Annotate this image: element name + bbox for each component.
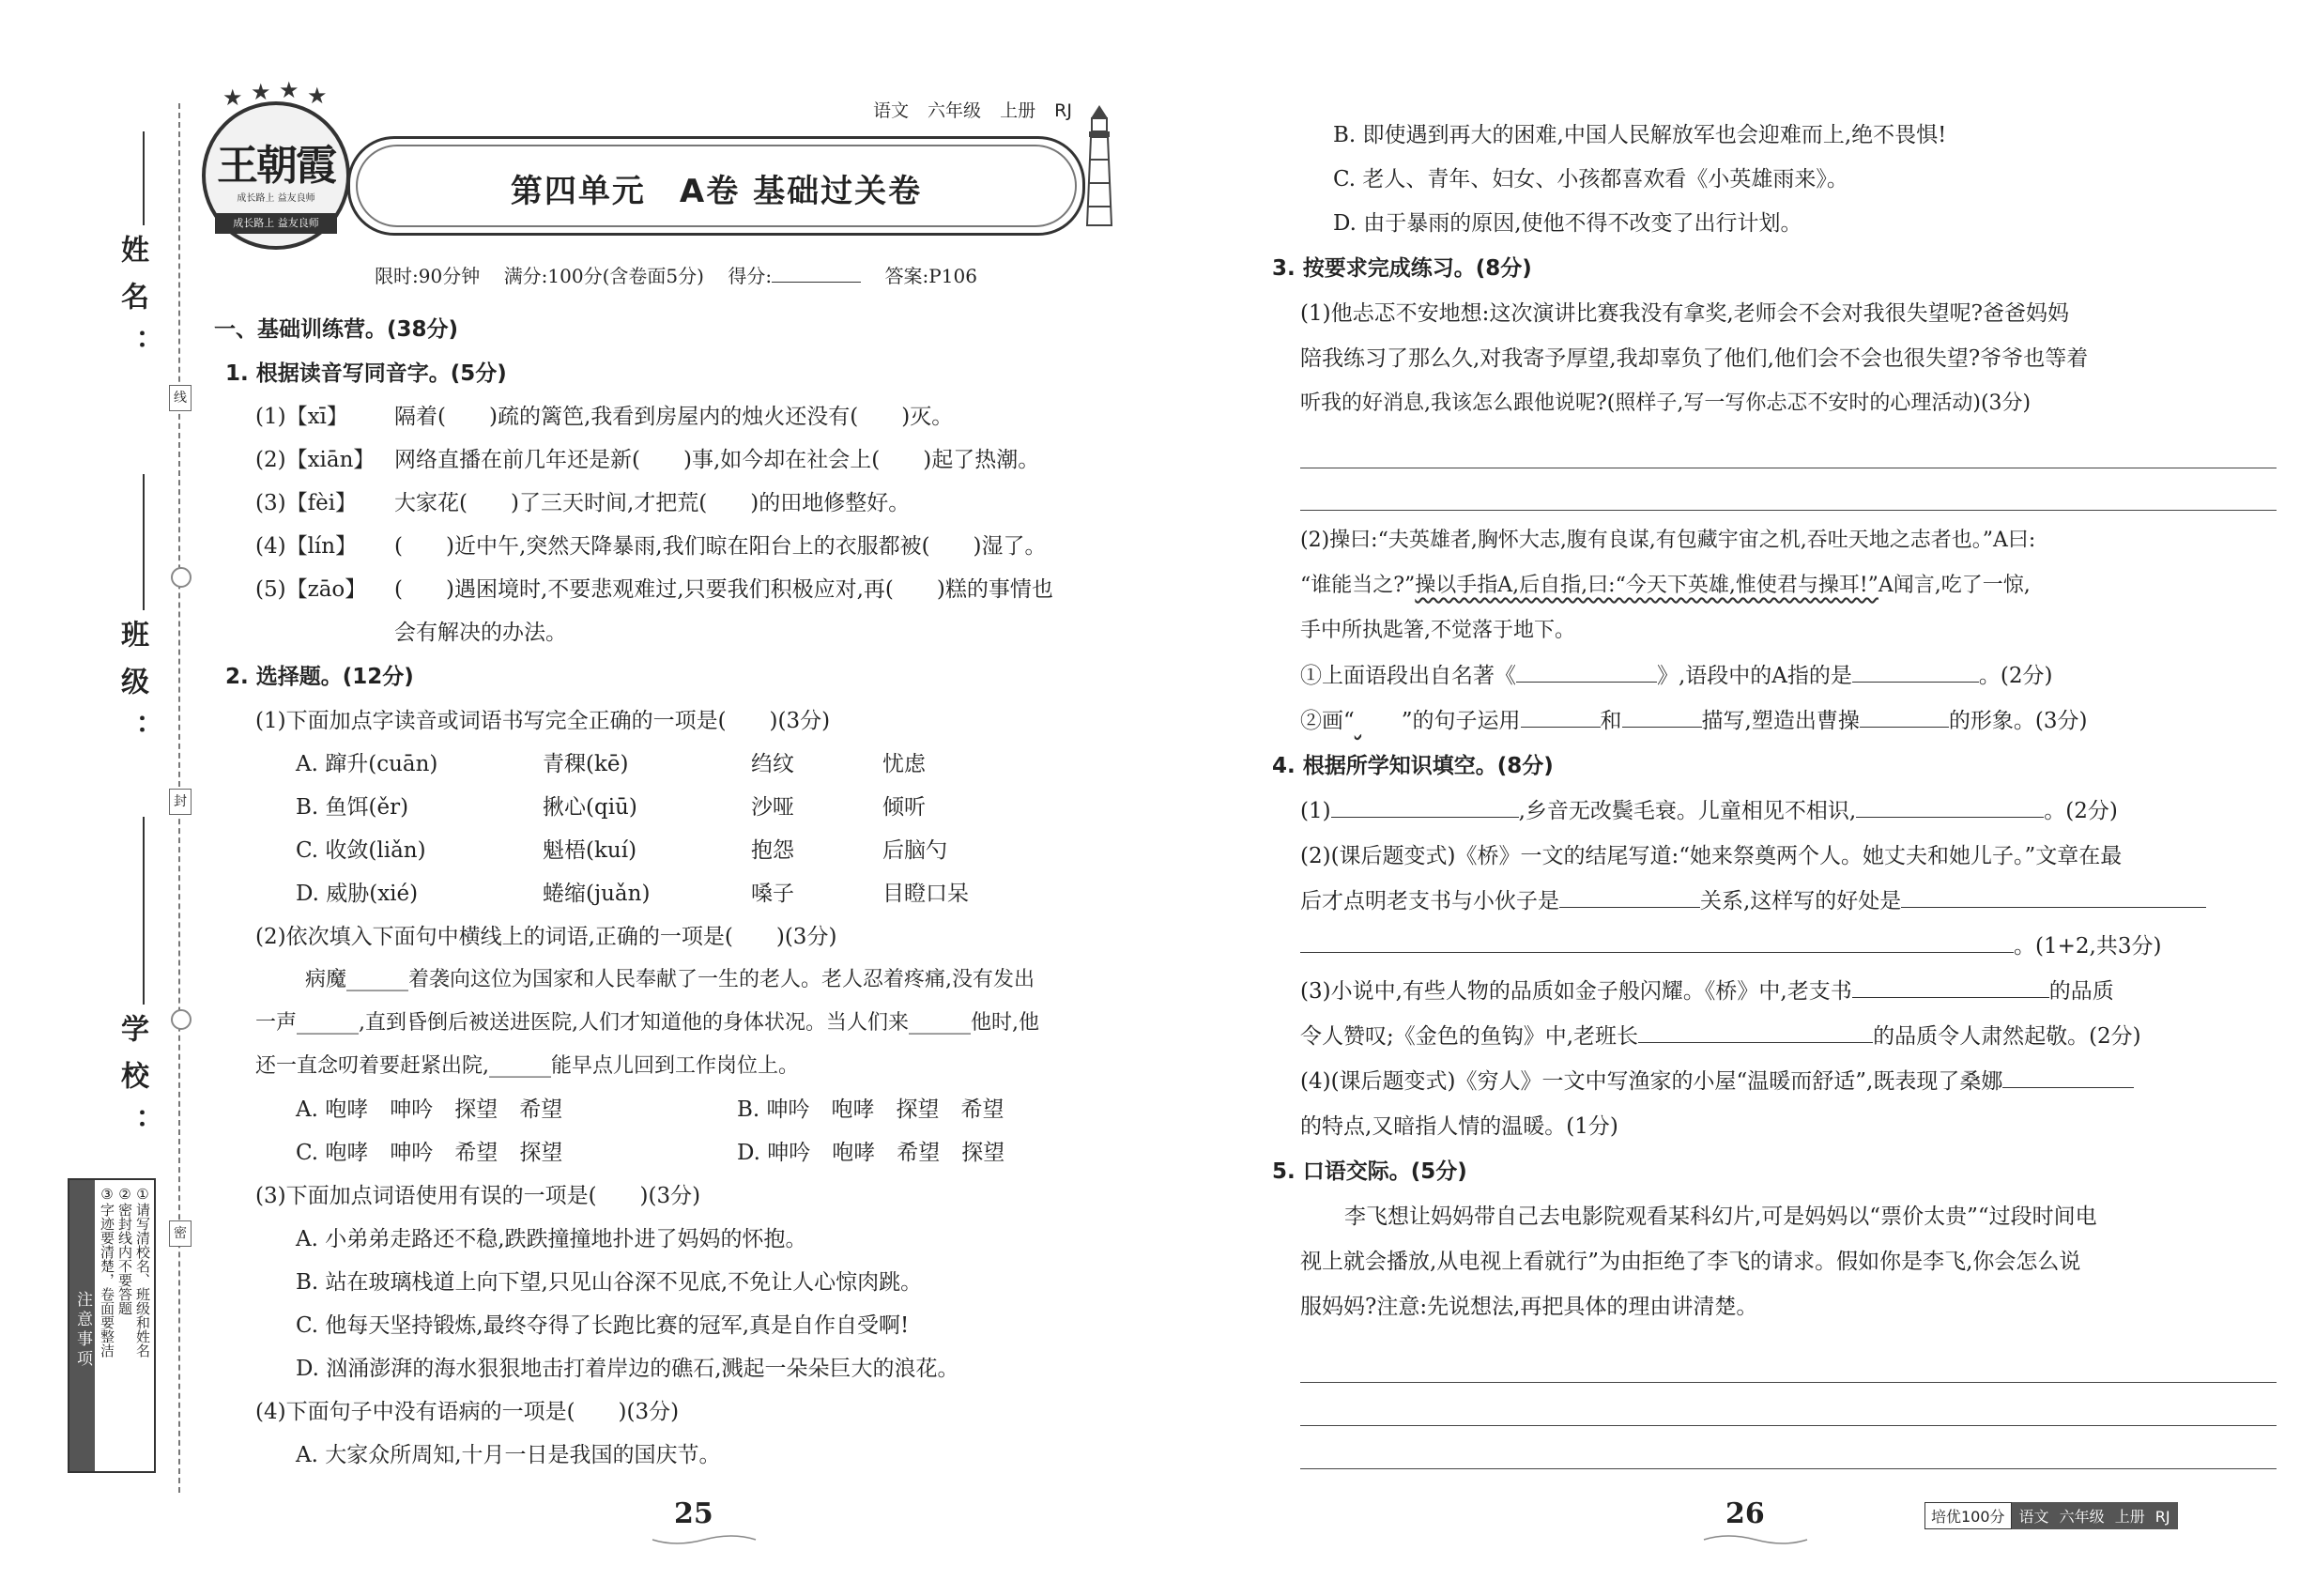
page-title: 第四单元 A卷 基础过关卷 [510, 173, 923, 210]
q2-1-option: 蜷缩(juǎn) [543, 882, 651, 906]
q2-1-option: 绉纹 [751, 752, 794, 776]
q3-2-wavy-sentence: 操以手指A,后自指,曰:“今天下英雄,惟使君与操耳!” [1415, 574, 1878, 597]
q3-2-subq-1: ①上面语段出自名著《 》,语段中的A指的是 。(2分) [1300, 664, 2053, 688]
name-field[interactable] [143, 131, 145, 225]
page-number: 25 [674, 1497, 713, 1530]
q5-text: 服妈妈?注意:先说想法,再把具体的理由讲清楚。 [1300, 1295, 1758, 1319]
quality-field-2[interactable] [1638, 1042, 1873, 1043]
q2-2-passage: 还一直念叨着要赶紧出院,______能早点儿回到工作岗位上。 [255, 1054, 799, 1078]
notice-item: ②密封线内不要答题 [116, 1186, 133, 1315]
answer-line[interactable] [1300, 1468, 2277, 1469]
exam-info [188, 261, 1164, 288]
q2-1-option: B. 鱼饵(ěr) [296, 795, 409, 820]
technique-field-2[interactable] [1622, 727, 1702, 728]
q2-2-option: C. 咆哮 呻吟 希望 探望 [296, 1141, 563, 1165]
q1-item-text: 隔着( )疏的篱笆,我看到房屋内的烛火还没有( )灭。 [394, 405, 954, 429]
notice-item: ③字迹要清楚，卷面要整洁 [99, 1186, 115, 1358]
answer-line[interactable] [1300, 1382, 2277, 1383]
q3-1-text: 听我的好消息,我该怎么跟他说呢?(照样子,写一写你忐忑不安时的心理活动)(3分) [1300, 391, 2032, 415]
star-icon: ★ [279, 77, 299, 103]
q2-2-passage: 一声______,直到昏倒后被送进医院,人们才知道他的身体状况。当人们来______他时,他 [255, 1011, 1039, 1035]
notice-item: ①请写清校名、班级和姓名 [134, 1186, 151, 1358]
q2-1-option: A. 蹿升(cuān) [296, 752, 438, 776]
swirl-ornament-icon [648, 1532, 760, 1547]
book-title-field[interactable] [1516, 682, 1657, 683]
q5-text: 视上就会播放,从电视上看就行”为由拒绝了李飞的请求。假如你是李飞,你会怎么说 [1300, 1250, 2081, 1274]
q5-text: 李飞想让妈妈带自己去电影院观看某科幻片,可是妈妈以“票价太贵”“过段时间电 [1344, 1205, 2097, 1229]
poem-line-field-1[interactable] [1331, 817, 1519, 818]
star-icon: ★ [222, 84, 243, 111]
seal-dot [171, 567, 192, 588]
q2-1-stem: (1)下面加点字读音或词语书写完全正确的一项是( )(3分) [255, 709, 831, 733]
section-heading: 一、基础训练营。(38分) [214, 317, 459, 342]
footer-series: 培优100分 [1924, 1502, 2012, 1529]
image-field[interactable] [1860, 727, 1949, 728]
logo-tagline: 成长路上 益友良师 [237, 193, 315, 204]
q3-1-text: (1)他忐忑不安地想:这次演讲比赛我没有拿奖,老师会不会对我很失望呢?爸爸妈妈 [1300, 301, 2069, 326]
answer-line[interactable] [1300, 510, 2277, 511]
q4-2-text: 。(1+2,共3分) [1300, 931, 2161, 961]
q4-4-text: (4)(课后题变式)《穷人》一文中写渔家的小屋“温暖而舒适”,既表现了桑娜 [1300, 1067, 2134, 1097]
q2-3-option: A. 小弟弟走路还不稳,跌跌撞撞地扑进了妈妈的怀抱。 [296, 1227, 807, 1251]
time-limit: 限时:90分钟 [375, 265, 481, 287]
right-page [1220, 0, 2300, 1596]
q2-1-option: 揪心(qiū) [543, 795, 637, 820]
q2-1-option: 倾听 [882, 795, 926, 820]
q1-item-pinyin: (2)【xiān】 [255, 448, 376, 472]
q2-3-option: B. 站在玻璃栈道上向下望,只见山谷深不见底,不免让人心惊肉跳。 [296, 1270, 923, 1295]
seal-char-feng: 封 [169, 789, 192, 815]
swirl-ornament-icon [1699, 1532, 1812, 1547]
technique-field-1[interactable] [1521, 727, 1601, 728]
q2-4-option: D. 由于暴雨的原因,使他不得不改变了出行计划。 [1333, 211, 1802, 236]
poem-line-field-2[interactable] [1856, 817, 2044, 818]
q4-3-text: (3)小说中,有些人物的品质如金子般闪耀。《桥》中,老支书 的品质 [1300, 979, 2114, 1004]
seal-char-mi: 密 [169, 1220, 192, 1247]
question-1-heading: 1. 根据读音写同音字。(5分) [225, 361, 507, 386]
benefit-field-cont[interactable] [1300, 952, 2014, 953]
q2-1-option: 沙哑 [751, 795, 794, 820]
q2-4-option: A. 大家众所周知,十月一日是我国的国庆节。 [296, 1443, 721, 1467]
q4-3-text: 令人赞叹;《金色的鱼钩》中,老班长 的品质令人肃然起敬。(2分) [1300, 1024, 2141, 1049]
q4-4-text: 的特点,又暗指人情的温暖。(1分) [1300, 1114, 1618, 1139]
title-banner [347, 136, 1085, 236]
q2-1-option: 目瞪口呆 [882, 882, 969, 906]
q3-2-subq-2: ②画“ ”的句子运用 和 描写,塑造出曹操 的形象。(3分) [1300, 706, 2087, 736]
q4-2-text: 后才点明老支书与小伙子是 关系,这样写的好处是 [1300, 886, 2206, 916]
q2-2-option: D. 呻吟 咆哮 希望 探望 [737, 1141, 1005, 1165]
q4-1: (1) ,乡音无改鬓毛衰。儿童相见不相识, 。(2分) [1300, 799, 2118, 823]
q2-2-option: A. 咆哮 呻吟 探望 希望 [296, 1097, 563, 1122]
school-label: 学校： [115, 1014, 148, 1155]
logo-name: 王朝霞 [217, 142, 335, 190]
q2-1-option: D. 威胁(xié) [296, 882, 419, 906]
q2-2-stem: (2)依次填入下面句中横线上的词语,正确的一项是( )(3分) [255, 925, 837, 949]
q3-2-text [1300, 571, 2031, 601]
q3-2-text: (2)操曰:“夫英雄者,胸怀大志,腹有良谋,有包藏宇宙之机,吞吐天地之志者也。”A曰: [1300, 529, 2036, 552]
q3-2-text-part: A闻言,吃了一惊, [1878, 574, 2031, 597]
q2-1-option: C. 收敛(liǎn) [296, 838, 426, 863]
q1-item-text: 网络直播在前几年还是新( )事,如今却在社会上( )起了热潮。 [394, 448, 1040, 472]
seal-dot [171, 1009, 192, 1030]
page-number: 26 [1725, 1497, 1765, 1530]
q2-3-stem: (3)下面加点词语使用有误的一项是( )(3分) [255, 1184, 701, 1208]
q2-4-option: C. 老人、青年、妇女、小孩都喜欢看《小英雄雨来》。 [1333, 167, 1848, 192]
publisher-logo [202, 77, 350, 250]
character-field[interactable] [1852, 682, 1979, 683]
q1-item-pinyin: (1)【xī】 [255, 405, 348, 429]
q2-1-option: 忧虑 [882, 752, 926, 776]
logo-ribbon: 成长路上 益友良师 [215, 213, 337, 234]
seal-char-xian: 线 [169, 385, 192, 411]
q3-2-text: 手中所执匙箸,不觉落于地下。 [1300, 619, 1575, 642]
class-field[interactable] [143, 474, 145, 610]
notice-box [68, 1178, 156, 1473]
q2-3-option: C. 他每天坚持锻炼,最终夺得了长跑比赛的冠军,真是自作自受啊! [296, 1313, 910, 1338]
q1-item-pinyin: (4)【lín】 [255, 534, 358, 559]
relationship-field[interactable] [1559, 907, 1700, 908]
footer-subject: 语文 六年级 上册 RJ [2012, 1502, 2178, 1529]
q1-item-text: ( )遇困境时,不要悲观难过,只要我们积极应对,再( )糕的事情也 [394, 577, 1053, 602]
question-2-heading: 2. 选择题。(12分) [225, 665, 414, 689]
score-label: 得分: [728, 265, 773, 287]
lighthouse-icon [1081, 103, 1117, 230]
answer-ref: 答案:P106 [884, 265, 977, 287]
q2-2-option: B. 呻吟 咆哮 探望 希望 [737, 1097, 1004, 1122]
notice-title: 注意事项 [69, 1180, 95, 1471]
subject-tag: 语文 六年级 上册 RJ [873, 100, 1072, 121]
trait-field[interactable] [2002, 1087, 2134, 1088]
q2-2-passage: 病魔______着袭向这位为国家和人民奉献了一生的老人。老人忍着疼痛,没有发出 [305, 968, 1035, 991]
class-label: 班级： [115, 620, 148, 760]
quality-field-1[interactable] [1852, 997, 2049, 998]
q2-4-option: B. 即使遇到再大的困难,中国人民解放军也会迎难而上,绝不畏惧! [1333, 123, 1947, 147]
question-4-heading: 4. 根据所学知识填空。(8分) [1272, 754, 1554, 778]
star-icon: ★ [307, 83, 328, 109]
score-field[interactable] [772, 282, 861, 283]
notice-body [95, 1180, 154, 1471]
wavy-mark-icon [1355, 706, 1402, 736]
question-5-heading: 5. 口语交际。(5分) [1272, 1159, 1467, 1184]
q2-1-option: 嗓子 [751, 882, 794, 906]
q4-2-text: (2)(课后题变式)《桥》一文的结尾写道:“她来祭奠两个人。她丈夫和她儿子。”文章在最 [1300, 844, 2123, 868]
footer-tag [1924, 1502, 2178, 1529]
q1-item-pinyin: (5)【zāo】 [255, 577, 367, 602]
q2-1-option: 青稞(kē) [543, 752, 629, 776]
full-score: 满分:100分(含卷面5分) [503, 265, 704, 287]
q1-item-text: 大家花( )了三天时间,才把荒( )的田地修整好。 [394, 491, 911, 515]
benefit-field[interactable] [1901, 907, 2206, 908]
q2-1-option: 后脑勺 [882, 838, 947, 863]
q2-1-option: 抱怨 [751, 838, 794, 863]
q2-3-option: D. 汹涌澎湃的海水狠狠地击打着岸边的礁石,溅起一朵朵巨大的浪花。 [296, 1357, 959, 1381]
school-field[interactable] [143, 817, 145, 1005]
answer-line[interactable] [1300, 1425, 2277, 1426]
q2-4-stem: (4)下面句子中没有语病的一项是( )(3分) [255, 1400, 680, 1424]
q3-2-text-part: “谁能当之?” [1300, 574, 1416, 597]
q2-1-option: 魁梧(kuí) [543, 838, 637, 863]
q1-item-pinyin: (3)【fèi】 [255, 491, 358, 515]
name-label: 姓名： [115, 235, 148, 376]
question-3-heading: 3. 按要求完成练习。(8分) [1272, 256, 1532, 281]
q1-item-text: ( )近中午,突然天降暴雨,我们晾在阳台上的衣服都被( )湿了。 [394, 534, 1047, 559]
q1-item-text-cont: 会有解决的办法。 [394, 621, 567, 645]
star-icon: ★ [251, 79, 271, 105]
q3-1-text: 陪我练习了那么久,对我寄予厚望,我却辜负了他们,他们会不会也很失望?爷爷也等着 [1300, 346, 2089, 371]
